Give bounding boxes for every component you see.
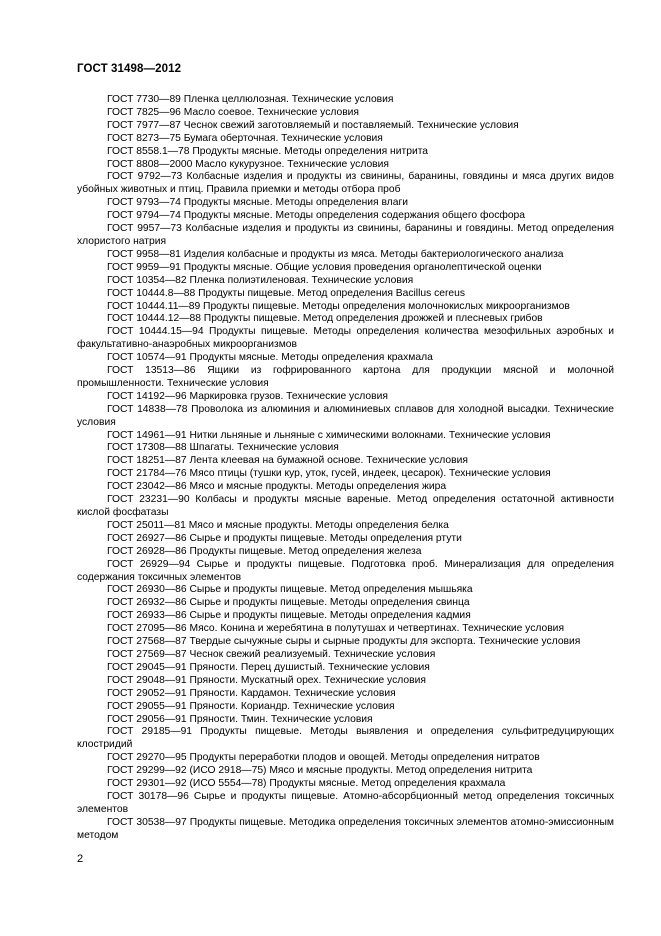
reference-entry: ГОСТ 10574—91 Продукты мясные. Методы определения крахмала <box>107 352 433 364</box>
reference-entry: ГОСТ 17308—88 Шпагаты. Технические условия <box>107 442 339 454</box>
reference-entry: ГОСТ 30178—96 Сырье и продукты пищевые. Атомно-абсорбционный метод определения токсичных элементов <box>77 790 614 815</box>
reference-entry: ГОСТ 9958—81 Изделия колбасные и продукты из мяса. Методы бактериологического анализа <box>107 248 564 260</box>
reference-entry: ГОСТ 29048—91 Пряности. Мускатный орех. Технические условия <box>107 674 426 686</box>
reference-entry: ГОСТ 26928—86 Продукты пищевые. Метод определения железа <box>107 545 422 557</box>
reference-entry: ГОСТ 9794—74 Продукты мясные. Методы определения содержания общего фосфора <box>107 210 526 222</box>
reference-entry: ГОСТ 10444.12—88 Продукты пищевые. Метод определения дрожжей и плесневых грибов <box>107 313 543 325</box>
reference-entry: ГОСТ 8273—75 Бумага оберточная. Технические условия <box>107 132 383 144</box>
reference-entry: ГОСТ 14961—91 Нитки льняные и льняные с химическими волокнами. Технические условия <box>107 429 551 441</box>
reference-entry: ГОСТ 21784—76 Мясо птицы (тушки кур, уток, гусей, индеек, цесарок). Технические условия <box>107 468 551 480</box>
reference-entry: ГОСТ 9793—74 Продукты мясные. Методы определения влаги <box>107 197 408 209</box>
reference-entry: ГОСТ 10354—82 Пленка полиэтиленовая. Технические условия <box>107 274 414 286</box>
reference-entry: ГОСТ 29052—91 Пряности. Кардамон. Технические условия <box>107 687 396 699</box>
reference-entry: ГОСТ 29055—91 Пряности. Кориандр. Технические условия <box>107 700 395 712</box>
reference-entry: ГОСТ 14838—78 Проволока из алюминия и алюминиевых сплавов для холодной высадки. Технические условия <box>77 403 614 428</box>
reference-entry: ГОСТ 29270—95 Продукты переработки плодов и овощей. Методы определения нитратов <box>107 752 540 764</box>
reference-entry: ГОСТ 23042—86 Мясо и мясные продукты. Методы определения жира <box>107 481 447 493</box>
reference-entry: ГОСТ 18251—87 Лента клеевая на бумажной основе. Технические условия <box>107 455 468 467</box>
reference-entry: ГОСТ 26930—86 Сырье и продукты пищевые. Метод определения мышьяка <box>107 584 473 596</box>
reference-entry: ГОСТ 29056—91 Пряности. Тмин. Технические условия <box>107 713 373 725</box>
reference-entry: ГОСТ 27095—86 Мясо. Конина и жеребятина в полутушах и четвертинах. Технические условия <box>107 623 565 635</box>
reference-entry: ГОСТ 26929—94 Сырье и продукты пищевые. Подготовка проб. Минерализация для определения содержания токсичных элементов <box>77 558 614 583</box>
reference-entry: ГОСТ 29301—92 (ИСО 5554—78) Продукты мясные. Метод определения крахмала <box>107 778 506 790</box>
normative-references-list <box>77 94 614 843</box>
reference-entry: ГОСТ 7977—87 Чеснок свежий заготовляемый и поставляемый. Технические условия <box>107 119 519 131</box>
reference-entry: ГОСТ 9957—73 Колбасные изделия и продукты из свинины, баранины и говядины. Метод определения хлористого натрия <box>77 223 614 247</box>
reference-entry: ГОСТ 27568—87 Твердые сычужные сыры и сырные продукты для экспорта. Технические условия <box>107 636 581 648</box>
reference-entry: ГОСТ 7825—96 Масло соевое. Технические условия <box>107 106 360 118</box>
reference-entry: ГОСТ 8808—2000 Масло кукурузное. Технические условия <box>107 158 389 170</box>
page-number: 2 <box>77 853 84 865</box>
reference-entry: ГОСТ 23231—90 Колбасы и продукты мясные вареные. Метод определения остаточной активности кислой фосфатазы <box>77 494 614 518</box>
reference-entry: ГОСТ 14192—96 Маркировка грузов. Технические условия <box>107 390 388 402</box>
reference-entry: ГОСТ 30538—97 Продукты пищевые. Методика определения токсичных элементов атомно-эмиссионным методом <box>77 816 614 841</box>
reference-entry: ГОСТ 26933—86 Сырье и продукты пищевые. Методы определения кадмия <box>107 610 471 622</box>
reference-entry: ГОСТ 29299—92 (ИСО 2918—75) Мясо и мясные продукты. Метод определения нитрита <box>107 765 533 777</box>
reference-entry: ГОСТ 25011—81 Мясо и мясные продукты. Методы определения белка <box>107 519 449 531</box>
reference-entry: ГОСТ 7730—89 Пленка целлюлозная. Технические условия <box>107 94 394 105</box>
reference-entry: ГОСТ 8558.1—78 Продукты мясные. Методы определения нитрита <box>107 145 429 157</box>
reference-entry: ГОСТ 9959—91 Продукты мясные. Общие условия проведения органолептической оценки <box>107 261 542 273</box>
reference-entry: ГОСТ 13513—86 Ящики из гофрированного картона для продукции мясной и молочной промышленности. Технические условия <box>77 365 614 389</box>
reference-entry: ГОСТ 26932—86 Сырье и продукты пищевые. Методы определения свинца <box>107 597 470 609</box>
reference-entry: ГОСТ 29045—91 Пряности. Перец душистый. Технические условия <box>107 661 430 673</box>
reference-entry: ГОСТ 29185—91 Продукты пищевые. Методы выявления и определения сульфитредуцирующих клостридий <box>77 726 614 751</box>
page-header: ГОСТ 31498—2012 <box>77 63 182 75</box>
reference-entry: ГОСТ 10444.15—94 Продукты пищевые. Методы определения количества мезофильных аэробных и факультативно-анаэробных микроорганизмов <box>77 326 614 351</box>
reference-entry: ГОСТ 9792—73 Колбасные изделия и продукты из свинины, баранины, говядины и мяса других видов убойных животных и птиц. Правила приемки и методы отбора проб <box>77 171 614 196</box>
reference-entry: ГОСТ 27569—87 Чеснок свежий реализуемый. Технические условия <box>107 648 436 660</box>
reference-entry: ГОСТ 10444.11—89 Продукты пищевые. Методы определения молочнокислых микроорганизмов <box>107 300 570 312</box>
reference-entry: ГОСТ 26927—86 Сырье и продукты пищевые. Методы определения ртути <box>107 532 462 544</box>
reference-entry: ГОСТ 10444.8—88 Продукты пищевые. Метод определения Bacillus cereus <box>107 287 466 299</box>
